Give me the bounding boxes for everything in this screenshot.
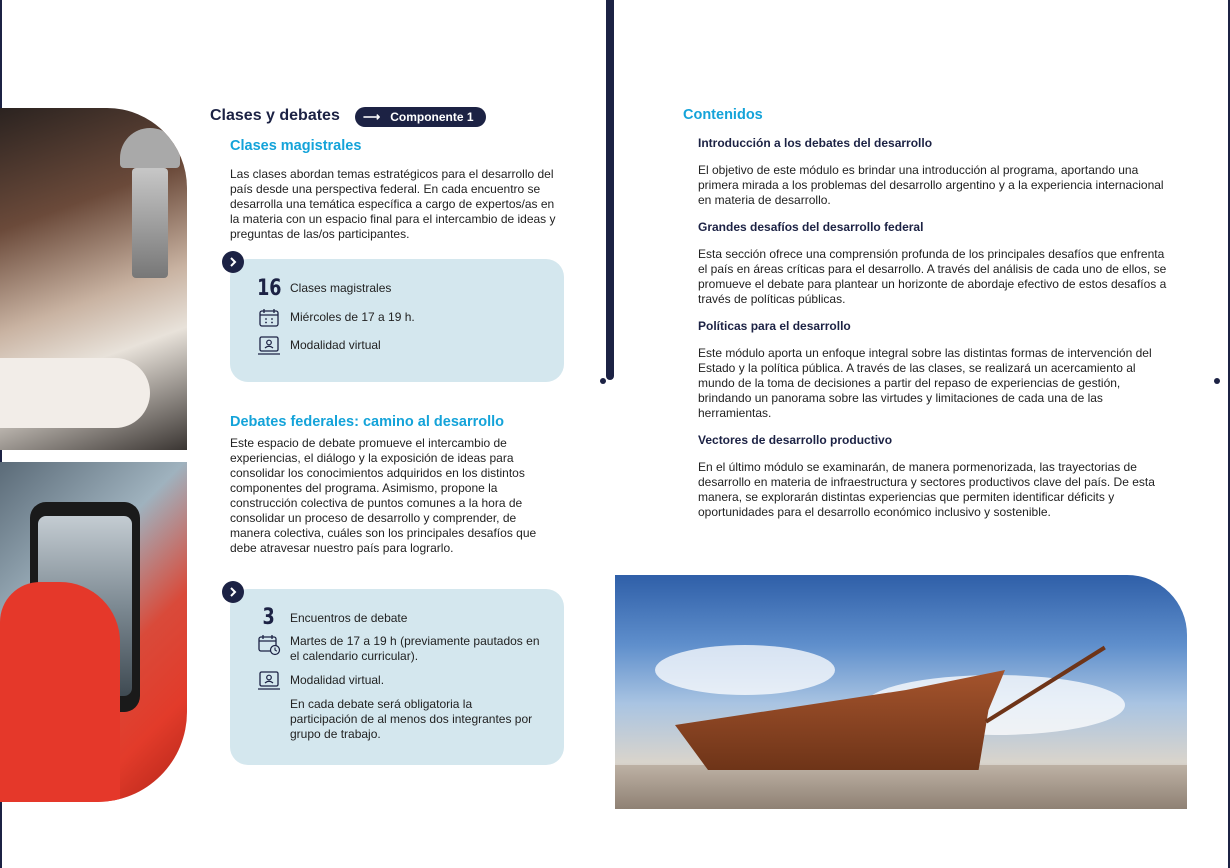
component-pill (355, 107, 486, 127)
page-title: Clases y debates (210, 107, 340, 124)
card-row-schedule (256, 307, 415, 329)
monitor-user-icon (256, 670, 282, 692)
calendar-icon (256, 307, 282, 329)
module-heading-2: Grandes desafíos del desarrollo federal (698, 220, 924, 234)
spine-dot-right (1214, 378, 1220, 384)
arrow-right-icon: ⟶ (363, 110, 381, 124)
component-label: Componente 1 (390, 110, 474, 124)
photo-shipwreck (615, 575, 1187, 809)
section-body-clases: Las clases abordan temas estratégicos para el desarrollo del país desde una perspectiva federal. En cada encuentro se desarrolla una temática específica a cargo de expertos/as en la materia con un espacio final para el intercambio de ideas y preguntas de las/os participantes. (230, 167, 556, 241)
section-title-clases: Clases magistrales (230, 138, 362, 154)
schedule-text: Martes de 17 a 19 h (previamente pautados en el calendario curricular). (290, 634, 540, 663)
cloud-shape (655, 645, 835, 695)
count-label: Clases magistrales (290, 281, 392, 295)
card-row-mode (256, 335, 381, 357)
card-note: En cada debate será obligatoria la participación de al menos dos integrantes por grupo de trabajo. (290, 697, 533, 741)
section-title-debates: Debates federales: camino al desarrollo (230, 414, 504, 430)
card-row-schedule (256, 634, 540, 664)
lamp-shape (120, 128, 180, 168)
section-body-debates: Este espacio de debate promueve el intercambio de experiencias, el diálogo y la exposición de ideas para consolidar los conocimientos adquiridos en los distintos componentes del programa. Asimismo, propone la construcción colectiva de puntos comunes a la hora de consolidar un proceso de desarrollo y comprender, de manera colectiva, cuáles son los principales desafíos que debe atravesar nuestro país para lograrlo. (230, 436, 537, 555)
chevron-right-icon (222, 581, 244, 603)
schedule-text: Miércoles de 17 a 19 h. (290, 310, 415, 324)
count-number: 3 (262, 605, 276, 630)
calendar-clock-icon (256, 634, 282, 656)
lamp-base-shape (132, 168, 168, 278)
module-heading-3: Políticas para el desarrollo (698, 319, 851, 333)
mode-text: Modalidad virtual (290, 338, 381, 352)
module-body-2: Esta sección ofrece una comprensión profunda de los principales desafíos que enfrenta el país en áreas críticas para el desarrollo. A través del análisis de cada uno de ellos, se promueve el debate para plantear un horizonte de abordaje efectivo de estos desafíos a través de políticas públicas. (698, 247, 1167, 306)
spine-dot-left (600, 378, 606, 384)
contents-title: Contenidos (683, 107, 763, 123)
count-number: 16 (256, 276, 282, 301)
card-row-mode (256, 670, 384, 692)
card-row-count (256, 278, 391, 300)
card-row-count (256, 607, 407, 629)
module-heading-4: Vectores de desarrollo productivo (698, 433, 893, 447)
hand-shape (0, 582, 120, 802)
module-heading-1: Introducción a los debates del desarrollo (698, 136, 933, 150)
photo-classroom (0, 108, 187, 450)
module-body-3: Este módulo aporta un enfoque integral sobre las distintas formas de intervención del Estado y la política pública. A través de las clases, se realizará un acercamiento al mundo de la toma de decisiones a partir del repaso de experiencias de gestión, brindando un panorama sobre las virtudes y limitaciones de cada una de las herramientas. (698, 346, 1152, 420)
ground-shape (615, 765, 1187, 809)
module-body-1: El objetivo de este módulo es brindar una introducción al programa, aportando una primera mirada a los problemas del desarrollo argentino y a la experiencia internacional en materia de desarrollo. (698, 163, 1164, 207)
photo-phone (0, 462, 187, 802)
module-body-4: En el último módulo se examinarán, de manera pormenorizada, las trayectorias de desarrollo en materia de infraestructura y sectores productivos clave del país. De esta manera, se explorarán distintas experiencias que permiten identificar déficits y oportunidades para el desarrollo económico inclusivo y sostenible. (698, 460, 1155, 519)
mode-text: Modalidad virtual. (290, 673, 385, 687)
monitor-user-icon (256, 335, 282, 357)
page-spine (606, 0, 614, 380)
arm-shape (0, 358, 150, 428)
count-label: Encuentros de debate (290, 611, 408, 625)
chevron-right-icon (222, 251, 244, 273)
